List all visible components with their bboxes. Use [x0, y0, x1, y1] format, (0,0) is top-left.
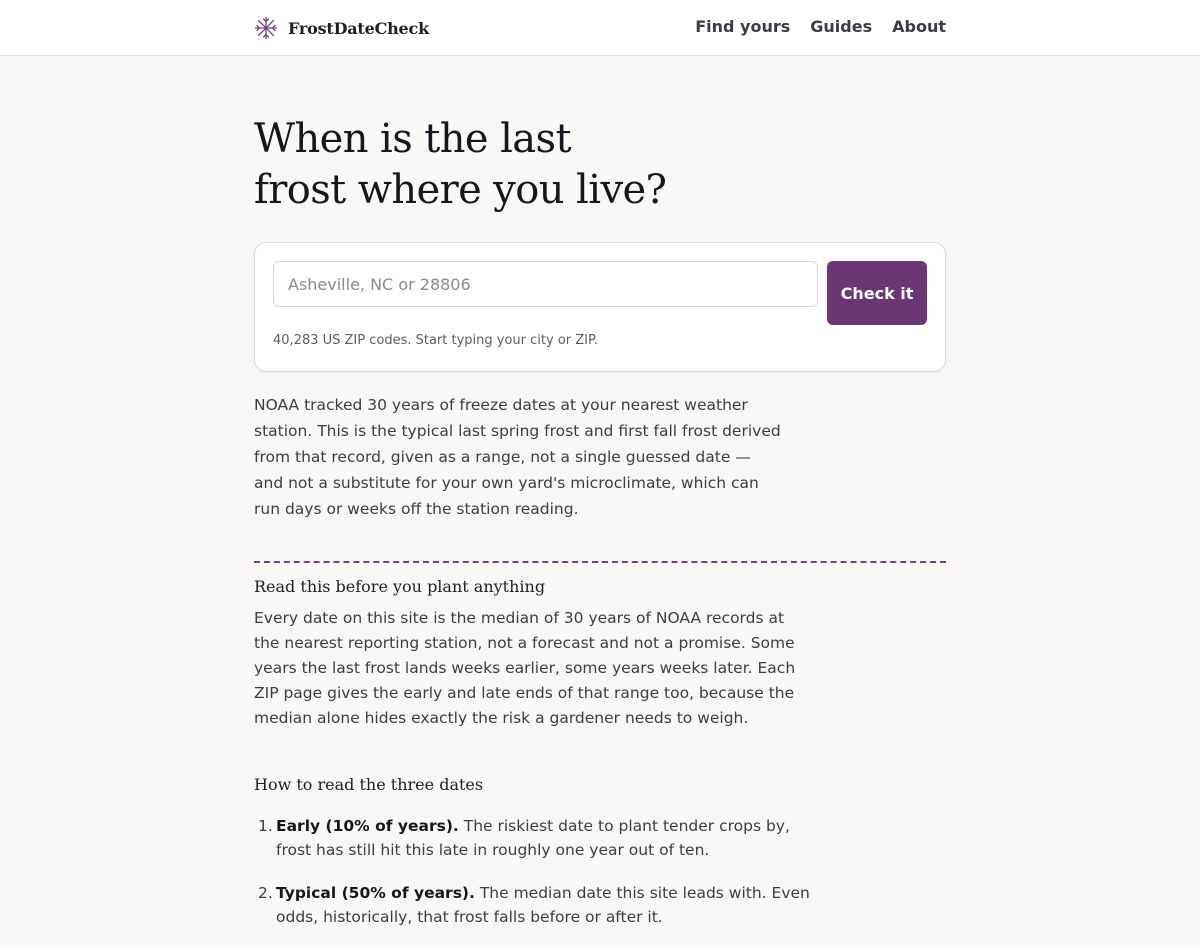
hero-title-line2: frost where you live? [254, 167, 667, 213]
list-item-text: The riskiest date to plant tender crops by, frost has still hit this late in roughly one year out of ten. [276, 817, 790, 859]
snowflake-icon [254, 16, 278, 40]
section-divider [254, 561, 946, 563]
list-item-term: Early (10% of years). [276, 817, 459, 835]
nav-link-about[interactable]: About [892, 17, 946, 36]
intro-paragraph: NOAA tracked 30 years of freeze dates at your nearest weather station. This is the typical last spring frost and first fall frost derived from that record, given as a range, not a single guessed date — and not a substitute for your own yard's microclimate, which can run days or weeks off the station reading. [254, 396, 781, 518]
check-it-button[interactable]: Check it [827, 261, 927, 325]
date-definitions-list [254, 814, 814, 929]
list-item [254, 814, 814, 862]
location-search-input[interactable] [273, 261, 818, 307]
main-content [254, 56, 946, 948]
list-item-text: The median date this site leads with. Even odds, historically, that frost falls before or after it. [276, 884, 810, 926]
main-nav [695, 16, 946, 38]
hero-title-line1: When is the last [254, 116, 571, 162]
brand-logo-link[interactable] [254, 14, 429, 42]
warning-heading: Read this before you plant anything [254, 577, 546, 596]
search-hint: 40,283 US ZIP codes. Start typing your city or ZIP. [273, 333, 598, 348]
list-item-number: 1. [258, 817, 273, 835]
list-item [254, 881, 814, 929]
list-item-term: Typical (50% of years). [276, 884, 475, 902]
nav-link-guides[interactable]: Guides [810, 17, 873, 36]
nav-link-find-yours[interactable]: Find yours [695, 17, 791, 36]
hero-title [254, 114, 946, 216]
warning-body: Every date on this site is the median of 30 years of NOAA records at the nearest reporting station, not a forecast and not a promise. Some years the last frost lands weeks earlier, some years weeks later. Each ZIP page gives the early and late ends of that range too, because the median alone hides exactly the risk a gardener needs to weigh. [254, 609, 796, 727]
search-card [254, 242, 946, 372]
howto-heading: How to read the three dates [254, 775, 484, 794]
site-header [0, 0, 1200, 56]
brand-name: FrostDateCheck [288, 18, 429, 38]
list-item-number: 2. [258, 884, 273, 902]
